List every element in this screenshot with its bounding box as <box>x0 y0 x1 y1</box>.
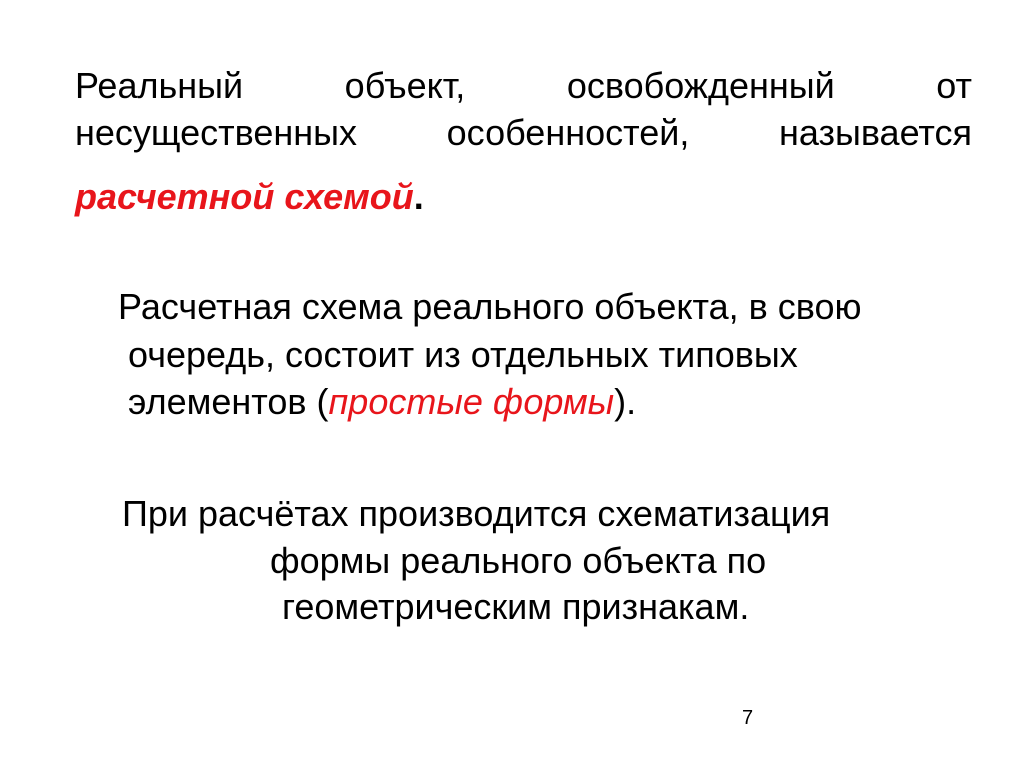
highlighted-term: расчетной схемой <box>75 176 414 217</box>
definition-line-3 <box>75 175 424 219</box>
composition-line-1: Расчетная схема реального объекта, в свою <box>118 286 862 327</box>
composition-line-2: очередь, состоит из отдельных типовых <box>128 334 798 375</box>
composition-line-3 <box>128 380 636 424</box>
word: освобожденный <box>566 65 835 106</box>
word: называется <box>778 112 972 153</box>
schematization-line-3: геометрическим признакам. <box>282 586 750 627</box>
word: Реальный <box>75 65 244 106</box>
schematization-line-2: формы реального объекта по <box>270 540 767 581</box>
word: особенностей, <box>446 112 690 153</box>
word: объект, <box>344 65 466 106</box>
composition-text-before: элементов ( <box>128 381 329 422</box>
page-number: 7 <box>742 707 754 729</box>
schematization-line-1: При расчётах производится схематизация <box>122 493 831 534</box>
term-period: . <box>413 176 424 217</box>
composition-text-after: ). <box>614 381 637 422</box>
definition-line-1 <box>75 64 972 108</box>
definition-line-2 <box>75 111 972 155</box>
word: несущественных <box>75 112 358 153</box>
highlighted-simple-forms: простые формы <box>328 381 615 422</box>
word: от <box>936 65 972 106</box>
